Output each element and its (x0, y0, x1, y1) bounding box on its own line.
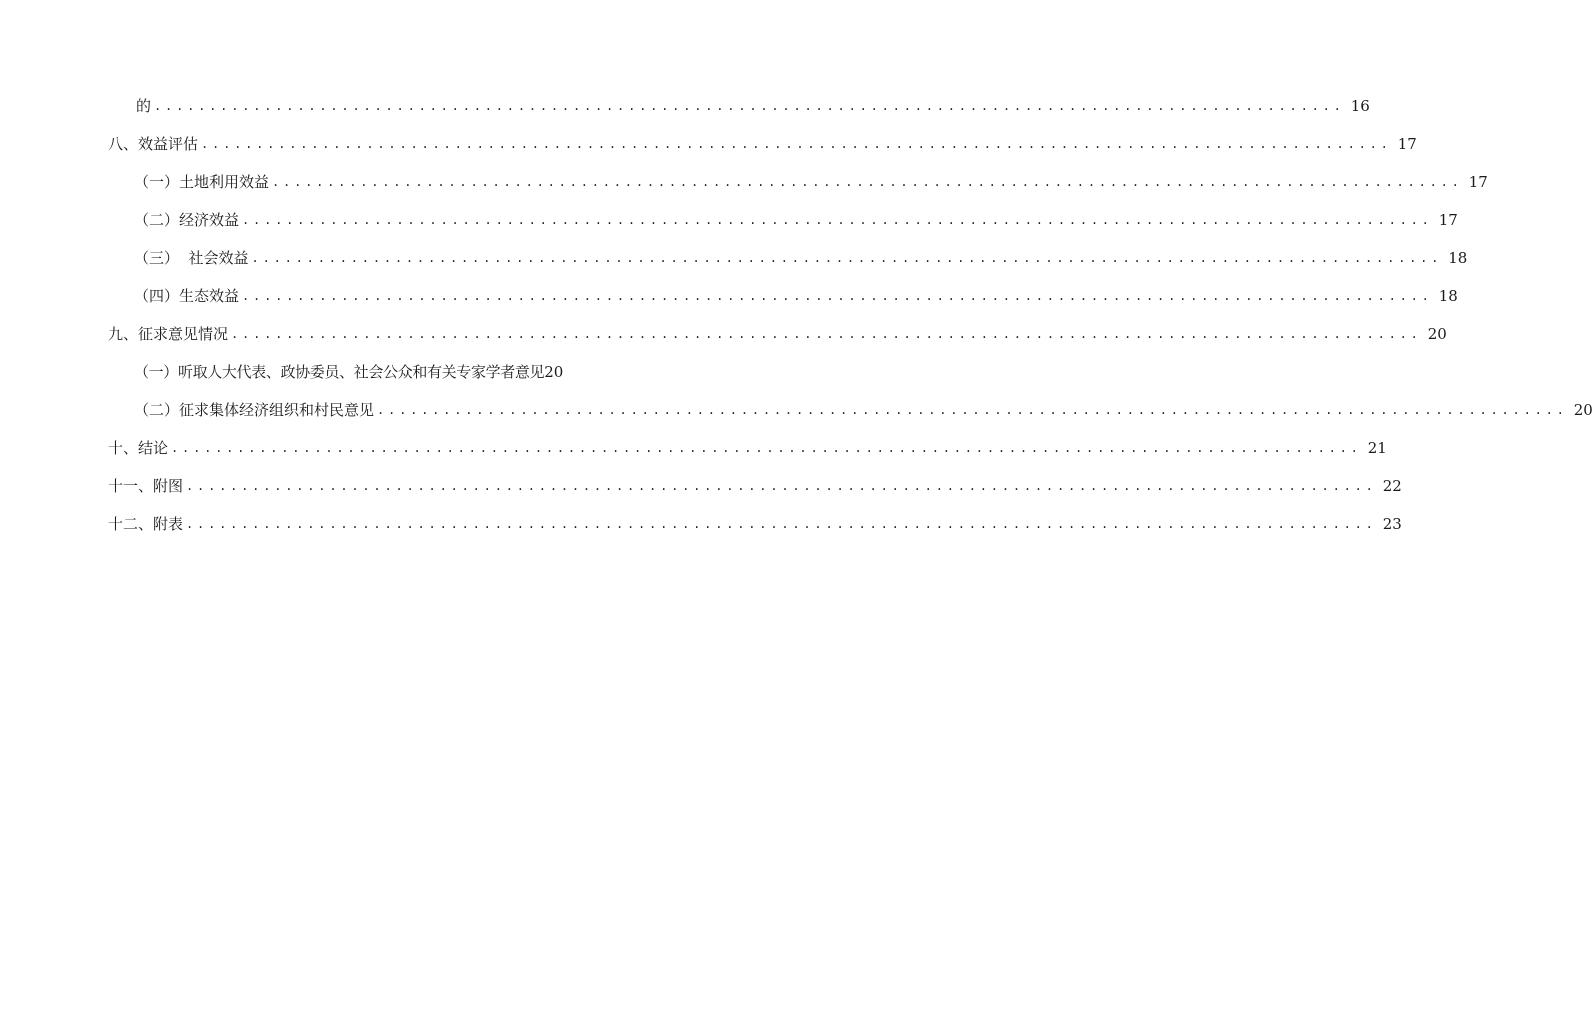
toc-dot-leader: ............................................................................................................ (231, 327, 1422, 341)
toc-dot-leader: ............................................................................................................ (201, 137, 1392, 151)
toc-entry-title: 九、征求意见情况 (108, 325, 229, 343)
toc-entry-9-1[interactable] (134, 362, 630, 382)
toc-entry-title: 十、结论 (108, 439, 169, 457)
toc-entry-section-9[interactable] (108, 324, 1447, 344)
toc-entry-8-3[interactable] (134, 248, 1468, 268)
toc-page-number: 17 (1438, 211, 1458, 229)
toc-dot-leader: ............................................................................................................ (154, 99, 1345, 113)
toc-entry-title: 的 (136, 97, 152, 115)
toc-page-number: 17 (1468, 173, 1488, 191)
toc-entry-title: （二）经济效益 (134, 211, 240, 229)
toc-entry-title: （四）生态效益 (134, 287, 240, 305)
toc-entry-section-11[interactable] (108, 476, 1402, 496)
toc-page-number: 21 (1367, 439, 1387, 457)
toc-page-number: 18 (1448, 249, 1468, 267)
toc-entry-title: 十二、附表 (108, 515, 184, 533)
toc-dot-leader: ............................................................................................................ (171, 441, 1362, 455)
toc-entry-continued[interactable] (136, 96, 1370, 116)
toc-entry-section-12[interactable] (108, 514, 1402, 534)
toc-entry-8-1[interactable] (134, 172, 1488, 192)
toc-dot-leader: ............................................................................................................ (186, 479, 1377, 493)
toc-dot-leader: ............................................................................................................ (242, 213, 1433, 227)
toc-entry-8-4[interactable] (134, 286, 1458, 306)
toc-dot-leader: ............................................................................................................ (242, 289, 1433, 303)
toc-entry-title: （一）土地利用效益 (134, 173, 270, 191)
toc-entry-9-2[interactable] (134, 400, 1593, 420)
toc-page-number: 20 (544, 363, 564, 381)
toc-page-number: 20 (1427, 325, 1447, 343)
toc-entry-title: （一）听取人大代表、政协委员、社会公众和有关专家学者意见 (134, 363, 545, 381)
toc-entry-section-8[interactable] (108, 134, 1417, 154)
toc-entry-title: （二）征求集体经济组织和村民意见 (134, 401, 375, 419)
toc-page-number: 23 (1382, 515, 1402, 533)
toc-entry-title: （三） 社会效益 (134, 249, 249, 267)
toc-page-number: 22 (1382, 477, 1402, 495)
toc-page-number: 16 (1350, 97, 1370, 115)
toc-entry-8-2[interactable] (134, 210, 1458, 230)
toc-entry-title: 八、效益评估 (108, 135, 199, 153)
toc-page-number: 18 (1438, 287, 1458, 305)
toc-entry-title: 十一、附图 (108, 477, 184, 495)
toc-page-number: 20 (1573, 401, 1593, 419)
toc-dot-leader: ............................................................................................................ (272, 175, 1463, 189)
toc-dot-leader: ............................................................................................................ (251, 251, 1443, 265)
toc-dot-leader: ............................................................................................................ (377, 403, 1568, 417)
toc-page-number: 17 (1397, 135, 1417, 153)
toc-dot-leader: ............................................................................................................ (186, 517, 1377, 531)
toc-entry-section-10[interactable] (108, 438, 1387, 458)
